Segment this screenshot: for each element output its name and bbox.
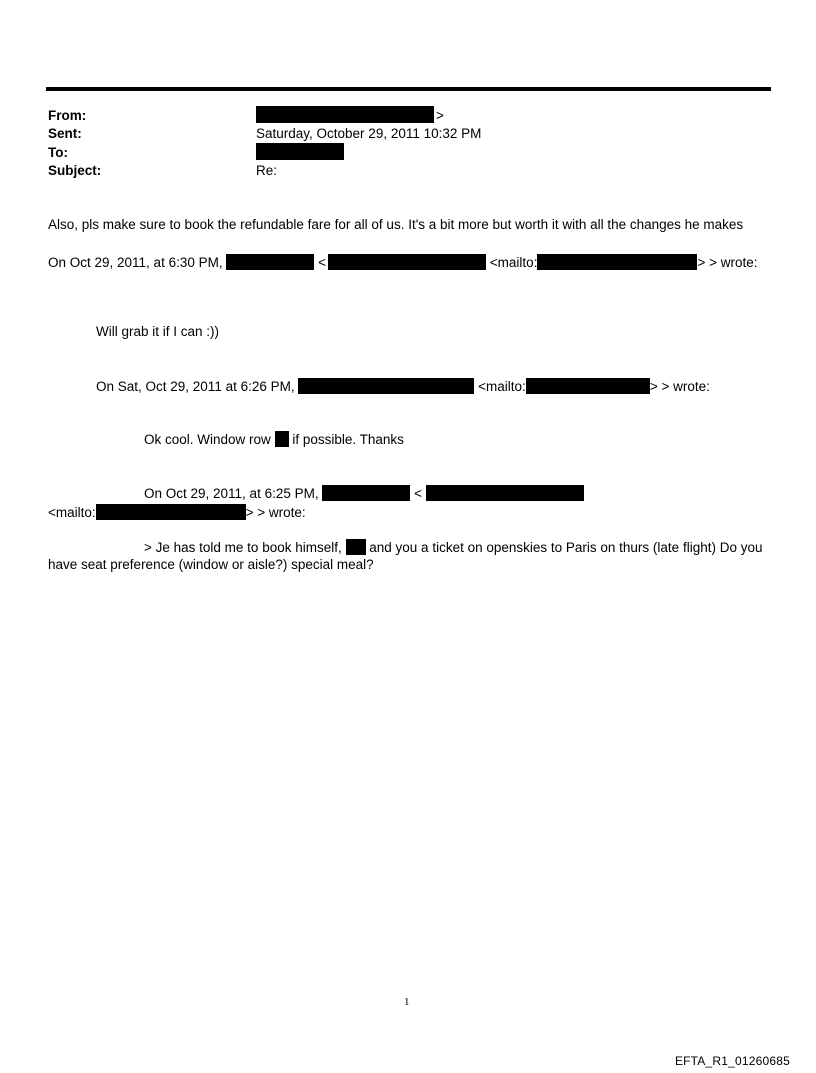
redaction-to — [256, 143, 344, 160]
quote-header-2 — [96, 378, 710, 395]
reply-3-line-1 — [144, 539, 762, 556]
reply2-b: if possible. Thanks — [292, 432, 404, 447]
quote-header-1 — [48, 254, 758, 271]
redaction-name-2 — [298, 378, 474, 394]
to-label: To: — [48, 145, 68, 160]
subject-label: Subject: — [48, 163, 102, 178]
reply3-b: and you a ticket on openskies to Paris on thurs (late flight) Do you — [369, 540, 763, 555]
redaction-name-1 — [226, 254, 314, 270]
quote-header-3-cont — [48, 504, 306, 521]
body-line-1: Also, pls make sure to book the refundable fare for all of us. It's a bit more but worth it with all the changes he makes — [48, 217, 744, 232]
redaction-mailto-3 — [96, 504, 246, 520]
quote-header-3 — [144, 485, 584, 502]
redaction-email-1 — [328, 254, 486, 270]
redaction-name-4 — [346, 539, 366, 555]
from-label: From: — [48, 108, 87, 123]
redaction-row — [275, 431, 289, 447]
redaction-email-3 — [426, 485, 584, 501]
subject-value: Re: — [256, 163, 278, 178]
reply-3-line-2: have seat preference (window or aisle?) special meal? — [48, 557, 374, 572]
quote3-lt: < — [414, 486, 423, 501]
document-id: EFTA_R1_01260685 — [674, 1054, 790, 1068]
quote1-lt: < — [318, 255, 327, 270]
quote1-suffix: > > wrote: — [697, 255, 758, 270]
reply3-a: > Je has told me to book himself, — [144, 540, 342, 555]
reply2-a: Ok cool. Window row — [144, 432, 271, 447]
redaction-name-3 — [322, 485, 410, 501]
quote2-mailto: <mailto: — [478, 379, 526, 394]
quote1-prefix: On Oct 29, 2011, at 6:30 PM, — [48, 255, 223, 270]
quote2-prefix: On Sat, Oct 29, 2011 at 6:26 PM, — [96, 379, 295, 394]
header-rule — [46, 87, 771, 91]
quote3-suffix: > > wrote: — [245, 505, 306, 520]
quote1-mailto: <mailto: — [489, 255, 538, 270]
sent-label: Sent: — [48, 126, 82, 141]
redaction-mailto-2 — [526, 378, 650, 394]
quote3-prefix: On Oct 29, 2011, at 6:25 PM, — [144, 486, 319, 501]
page-number: 1 — [404, 996, 410, 1008]
redaction-mailto-1 — [537, 254, 697, 270]
quote3-mailto: <mailto: — [48, 505, 96, 520]
quote2-suffix: > > wrote: — [649, 379, 710, 394]
redaction-from — [256, 106, 434, 123]
from-suffix: > — [436, 108, 444, 123]
reply-2 — [144, 431, 404, 448]
sent-value: Saturday, October 29, 2011 10:32 PM — [256, 126, 482, 141]
reply-1: Will grab it if I can :)) — [96, 324, 220, 339]
